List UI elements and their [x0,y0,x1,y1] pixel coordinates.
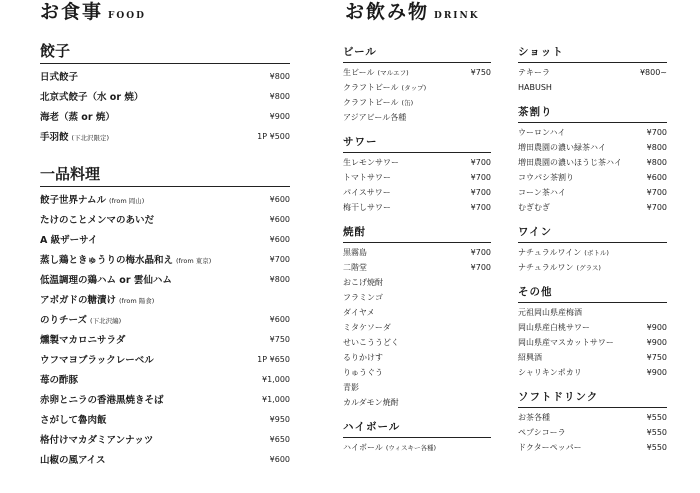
item-price: ¥700 [470,158,491,167]
item-name-text: カルダモン焼酎 [343,398,399,407]
menu-item [40,289,290,309]
item-name [40,89,143,103]
section-title: ショット [518,45,667,63]
item-price: ¥950 [269,414,290,424]
item-price: ¥900 [269,111,290,121]
item-price: ¥800~ [639,68,667,77]
item-name [518,142,606,153]
item-name-text: 岡山県産白桃サワー [518,323,590,332]
food-header [40,0,146,23]
menu-item [518,365,667,380]
item-name-text: クラフトビール [343,83,399,92]
drink-header-jp: お飲み物 [345,1,430,23]
menu-item [518,350,667,365]
item-name [40,252,211,266]
section-title: ハイボール [343,420,491,438]
item-price: ¥700 [646,203,667,212]
item-name-text: ウフマヨブラックレーベル [40,355,154,366]
section-highball [343,420,491,455]
drink-header-en: DRINK [434,11,480,21]
item-name [343,97,413,108]
item-name-text: 赤卵とニラの香港黒焼きそば [40,395,164,406]
item-name-text: お茶各種 [518,413,550,422]
item-name-text: 格付けマカダミアンナッツ [40,435,154,446]
item-name-text: ウーロンハイ [518,128,566,137]
menu-item [343,440,491,455]
menu-item [518,305,667,320]
item-name [40,109,115,123]
item-name [343,187,391,198]
menu-item [518,200,667,215]
item-name-text: 元祖岡山県産梅酒 [518,308,582,317]
section-title: サワー [343,135,491,153]
item-price: ¥700 [470,263,491,272]
section-gyoza [40,42,290,146]
menu-item [518,155,667,170]
item-note: (マルエフ) [377,69,409,77]
item-note: (缶) [401,99,414,107]
item-name-text: ダイヤメ [343,308,375,317]
item-price: ¥750 [269,334,290,344]
menu-item [518,245,667,260]
menu-item [343,365,491,380]
menu-item [518,440,667,455]
item-price: ¥550 [646,443,667,452]
item-name-text: ナチュラルワン [518,263,574,272]
item-name [343,382,359,393]
item-name [40,292,154,306]
item-name-text: アボガドの糖漬け [40,295,117,306]
item-name-text: 梅干しサワー [343,203,391,212]
menu-item [40,329,290,349]
item-name [40,312,121,326]
item-name-text: トマトサワー [343,173,391,182]
item-name-text: アジアビール各種 [343,113,407,122]
item-name [343,307,375,318]
menu-item [518,260,667,275]
item-price: ¥550 [646,428,667,437]
item-note: (ウィスキー各種) [385,444,437,452]
item-name [343,442,436,453]
drink-column-right [518,45,667,455]
menu-item [518,140,667,155]
item-note: (下北沢編) [90,317,122,325]
item-name-text: 北京式餃子（水 or 焼） [40,92,144,103]
menu-item [518,185,667,200]
drink-column-left [343,45,491,455]
item-name-text: るりかけす [343,353,383,362]
item-name-text: 青影 [343,383,359,392]
item-name-text: のりチーズ [40,315,88,326]
item-name-text: たけのことメンマのあいだ [40,215,155,226]
item-price: ¥700 [646,128,667,137]
item-name-text: 苺の酢豚 [40,375,79,386]
item-price: ¥800 [269,71,290,81]
item-price: ¥900 [646,368,667,377]
menu-item [343,260,491,275]
menu-item [518,335,667,350]
item-name-text: むぎむぎ [518,203,550,212]
item-name [40,272,172,286]
item-name [343,322,391,333]
item-name [518,83,552,92]
item-name-text: 生レモンサワー [343,158,399,167]
menu-item [40,106,290,126]
item-name-text: 山椒の風アイス [40,455,106,466]
item-name-text: りゅうぐう [343,368,383,377]
item-name [40,452,106,466]
item-name-text: 生ビール [343,68,375,77]
food-column [40,42,290,469]
item-name [40,392,164,406]
section-beer [343,45,491,125]
item-price: ¥900 [646,323,667,332]
item-name-text: 餃子世界ナムル [40,195,107,206]
item-price: ¥700 [470,203,491,212]
item-name-text: コーン茶ハイ [518,188,566,197]
section-ippin [40,165,290,469]
item-price: ¥650 [269,434,290,444]
item-name [518,442,582,453]
item-name-text: 紹興酒 [518,353,542,362]
item-name [518,367,582,378]
item-price: ¥600 [646,173,667,182]
item-name [518,337,614,348]
item-name-text: さがして魯肉飯 [40,415,107,426]
section-title: ソフトドリンク [518,390,667,408]
menu-item [343,110,491,125]
item-name [518,352,542,363]
item-name [40,192,144,206]
menu-item [40,209,290,229]
item-name [40,412,107,426]
menu-item [518,170,667,185]
item-name-text: せいこううどく [343,338,399,347]
item-note: (グラス) [576,264,601,272]
item-name-text: パイスサワー [343,188,391,197]
item-name-text: 二階堂 [343,263,367,272]
item-name-text: ペプシコーラ [518,428,566,437]
item-name [343,82,426,93]
item-name [40,372,78,386]
item-name [40,232,98,246]
menu-item [343,275,491,290]
menu-item [343,185,491,200]
section-shochu [343,225,491,410]
menu-item [518,80,667,95]
item-name-text: 日式餃子 [40,72,79,83]
item-name-text: クラフトビール [343,98,399,107]
item-price: ¥750 [646,353,667,362]
item-name-text: おこげ焼酎 [343,278,383,287]
section-chawari [518,105,667,215]
menu-item [40,369,290,389]
item-price: ¥700 [646,188,667,197]
item-name-text: 増田農園の濃い緑茶ハイ [518,143,606,152]
menu-item [518,410,667,425]
item-name [518,127,565,138]
item-name-text: シャリキンポカリ [518,368,582,377]
section-title: ワイン [518,225,667,243]
item-note: (ボトル) [584,249,609,257]
item-name-text: ドクターペッパー [518,443,582,452]
item-note: (from 東京) [176,257,212,265]
item-name-text: 蒸し鶏ときゅうりの梅水晶和え [40,255,174,266]
menu-item [40,449,290,469]
drink-header [345,0,480,23]
item-name [343,67,409,78]
section-title: 茶割り [518,105,667,123]
item-price: ¥600 [269,454,290,464]
item-name [343,277,383,288]
menu-item [40,429,290,449]
section-title: 一品料理 [40,165,290,187]
item-name-text: 海老（蒸 or 焼） [40,112,115,123]
item-price: ¥800 [646,158,667,167]
item-name [518,427,566,438]
item-price: ¥600 [269,214,290,224]
menu-item [518,425,667,440]
item-name-text: 増田農園の濃いほうじ茶ハイ [518,158,622,167]
menu-item [40,249,290,269]
item-name-text: 手羽餃 [40,132,69,143]
item-note: (from 岡山) [109,197,145,205]
item-name [343,172,391,183]
menu-item [343,65,491,80]
item-name [518,262,601,273]
menu-item [343,350,491,365]
item-name [343,352,383,363]
menu-item [343,245,491,260]
item-name [518,307,582,318]
item-name-text: 岡山県産マスカットサワー [518,338,614,347]
item-name [518,247,609,258]
item-name-text: コウパシ茶割り [518,173,574,182]
menu-item [343,200,491,215]
item-name [518,322,590,333]
item-price: ¥700 [470,188,491,197]
menu-item [343,290,491,305]
item-name [40,352,154,366]
item-price: ¥1,000 [262,374,290,384]
section-title: その他 [518,285,667,303]
menu-item [40,189,290,209]
menu-item [343,95,491,110]
item-name [518,202,550,213]
item-name [40,129,109,143]
item-note: (from 陽食) [119,297,155,305]
menu-item [518,320,667,335]
item-name [518,172,574,183]
item-note: (下北沢限定) [71,134,110,142]
item-price: ¥1,000 [262,394,290,404]
item-name [40,432,153,446]
menu-item [343,80,491,95]
menu-item [40,389,290,409]
item-price: ¥600 [269,194,290,204]
menu-item [40,269,290,289]
item-name-text: ハイボール [343,443,383,452]
menu-item [40,126,290,146]
item-price: ¥900 [646,338,667,347]
item-name [343,112,406,123]
food-header-en: FOOD [108,11,146,21]
item-name-text: ナチュラルワイン [518,248,582,257]
menu-item [343,170,491,185]
item-price: ¥700 [470,173,491,182]
item-name [343,247,367,258]
item-name-text: A 級ザーサイ [40,235,98,246]
menu-item [518,65,667,80]
menu-item [40,86,290,106]
menu-item [40,349,290,369]
item-price: ¥800 [269,91,290,101]
item-name-text: フラミンゴ [343,293,383,302]
section-sour [343,135,491,215]
item-price: ¥700 [269,254,290,264]
item-price: 1P ¥650 [257,354,290,364]
menu-item [40,229,290,249]
menu-item [343,305,491,320]
section-title: ビール [343,45,491,63]
section-soft [518,390,667,455]
item-name [343,157,399,168]
item-name [343,367,383,378]
item-note: (タップ) [401,84,427,92]
menu-item [343,320,491,335]
item-name [343,337,399,348]
menu-item [40,409,290,429]
item-price: ¥550 [646,413,667,422]
item-price: 1P ¥500 [257,131,290,141]
item-name-text: 低温調理の鶏ハム or 雲仙ハム [40,275,172,286]
item-price: ¥600 [269,234,290,244]
item-name-text: 燻製マカロニサラダ [40,335,126,346]
item-name [40,332,125,346]
item-name-text: ミタケソーダ [343,323,391,332]
menu-item [40,66,290,86]
item-name-text: HABUSH [518,83,552,92]
menu-item [343,155,491,170]
section-title: 餃子 [40,42,290,64]
item-name-text: 黒霧島 [343,248,367,257]
item-name [40,69,78,83]
menu-item [518,125,667,140]
item-name [343,202,391,213]
item-name [518,157,622,168]
item-name [518,187,566,198]
section-title: 焼酎 [343,225,491,243]
item-name-text: テキーラ [518,68,550,77]
item-price: ¥800 [646,143,667,152]
food-header-jp: お食事 [40,1,104,23]
item-name [343,397,399,408]
menu-item [343,335,491,350]
item-price: ¥600 [269,314,290,324]
item-price: ¥700 [470,248,491,257]
item-name [40,212,154,226]
section-other [518,285,667,380]
item-name [518,412,550,423]
item-price: ¥800 [269,274,290,284]
item-price: ¥750 [470,68,491,77]
menu-item [343,395,491,410]
section-shot [518,45,667,95]
menu-item [40,309,290,329]
item-name [343,262,367,273]
section-wine [518,225,667,275]
menu-item [343,380,491,395]
item-name [518,67,550,78]
item-name [343,292,383,303]
